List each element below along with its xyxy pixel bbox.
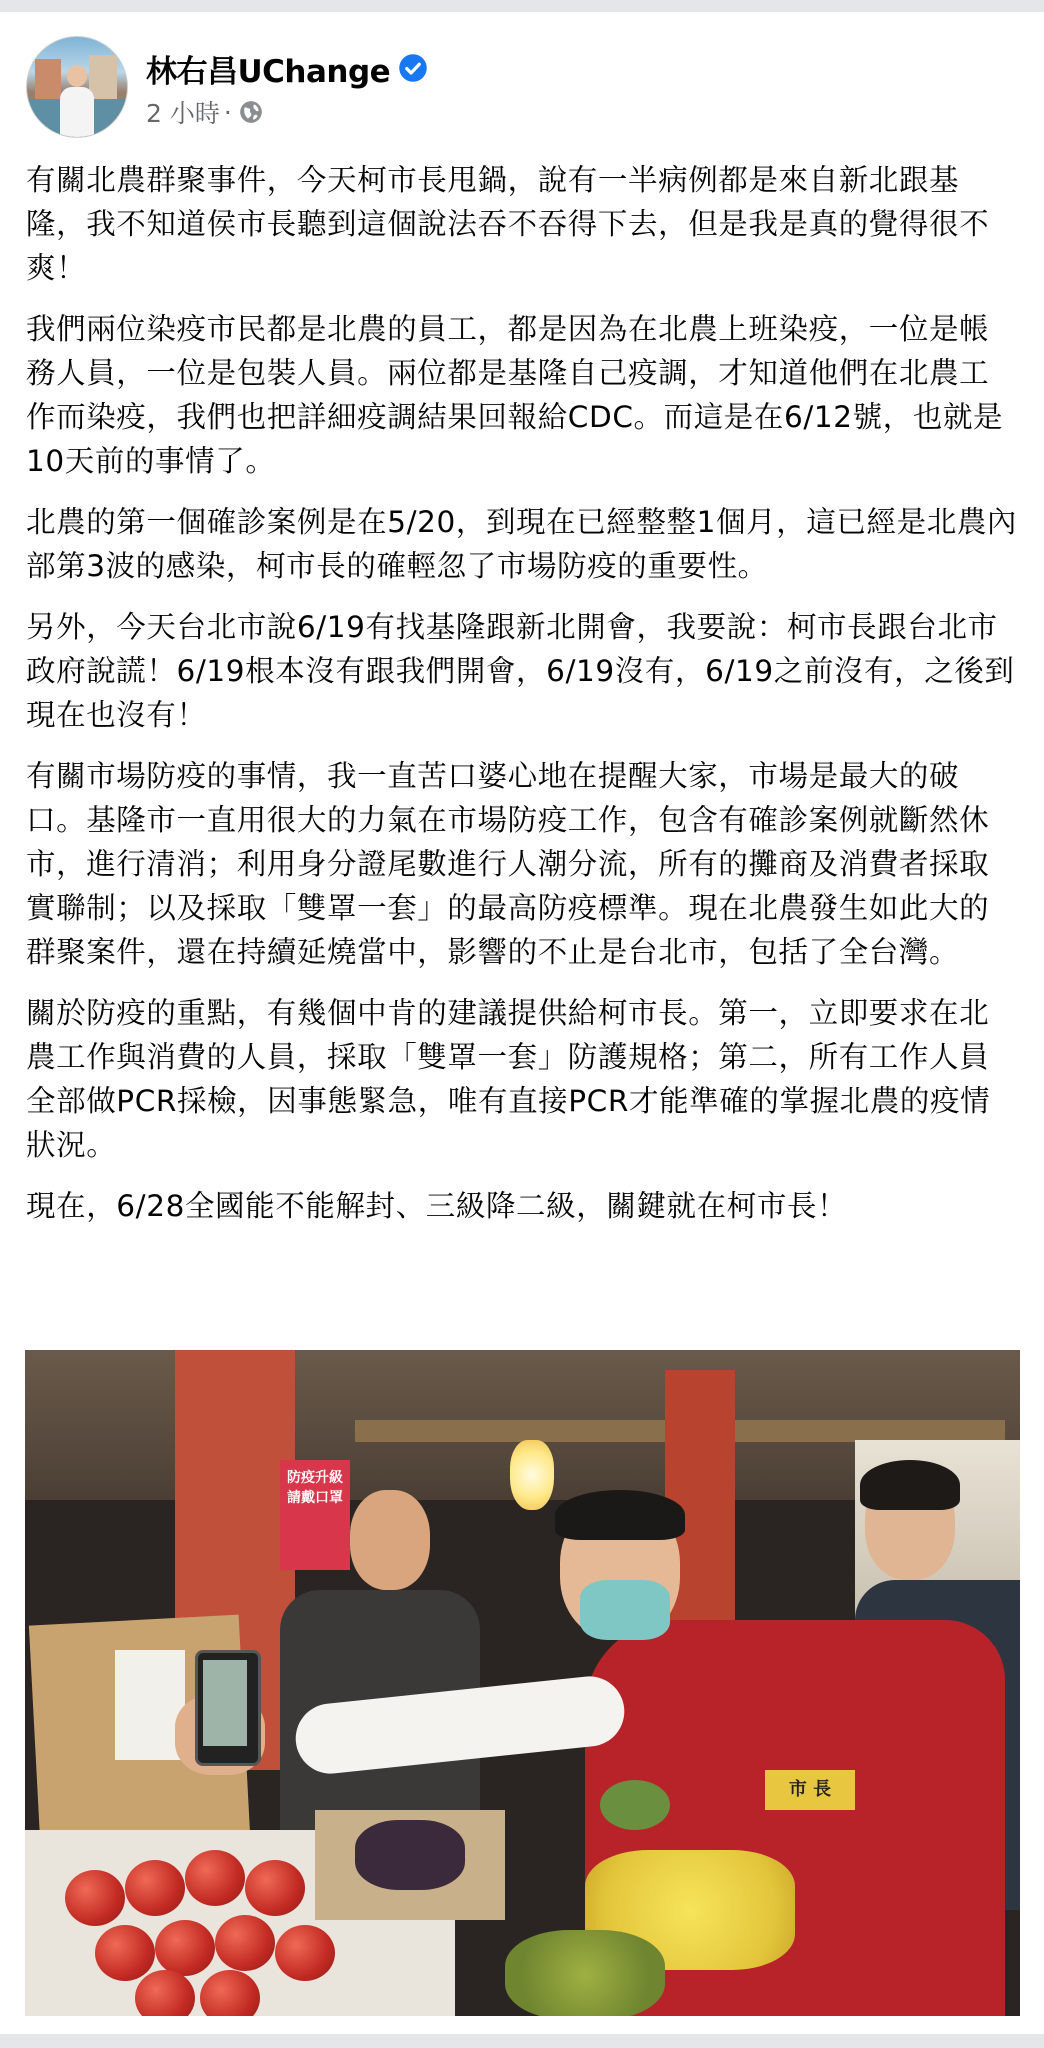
bottom-divider [0, 2034, 1044, 2048]
post-body [26, 158, 1018, 1245]
lightbulb [510, 1440, 554, 1510]
post-paragraph: 我們兩位染疫市民都是北農的員工，都是因為在北農上班染疫，一位是帳務人員，一位是包裝人員。兩位都是基隆自己疫調，才知道他們在北農工作而染疫，我們也把詳細疫調結果回報給CDC。而這是在6/12號，也就是10天前的事情了。 [26, 312, 1004, 478]
mayor-badge: 市 長 [765, 1770, 855, 1810]
post-header [26, 36, 1016, 140]
post-paragraph: 有關市場防疫的事情，我一直苦口婆心地在提醒大家，市場是最大的破口。基隆市一直用很大的力氣在市場防疫工作，包含有確診案例就斷然休市，進行清消；利用身分證尾數進行人潮分流，所有的攤商及消費者採取實聯制；以及採取「雙罩一套」的最高防疫標準。現在北農發生如此大的群聚案件，還在持續延燒當中，影響的不止是台北市，包括了全台灣。 [26, 759, 990, 969]
post-paragraph: 關於防疫的重點，有幾個中肯的建議提供給柯市長。第一，立即要求在北農工作與消費的人員，採取「雙罩一套」防護規格；第二，所有工作人員全部做PCR採檢，因事態緊急，唯有直接PCR才能準確的掌握北農的疫情狀況。 [26, 996, 991, 1162]
post-paragraph: 有關北農群聚事件，今天柯市長甩鍋，說有一半病例都是來自新北跟基隆，我不知道侯市長聽到這個說法吞不吞得下去，但是我是真的覺得很不爽！ [26, 163, 990, 285]
post-meta [146, 94, 264, 130]
market-sign: 防疫升級 請戴口罩 [280, 1460, 350, 1570]
post-paragraph: 另外，今天台北市說6/19有找基隆跟新北開會，我要說：柯市長跟台北市政府說謊！6/19根本沒有跟我們開會，6/19沒有，6/19之前沒有，之後到現在也沒有！ [26, 610, 1015, 732]
globe-icon[interactable] [238, 99, 264, 125]
author-name[interactable]: 林右昌UChange [146, 53, 391, 90]
post-photo[interactable] [25, 1350, 1020, 2016]
verified-badge-icon [398, 53, 428, 83]
meta-separator: · [223, 97, 232, 127]
post-paragraph: 現在，6/28全國能不能解封、三級降二級，關鍵就在柯市長！ [26, 1189, 848, 1223]
post-paragraph: 北農的第一個確診案例是在5/20，到現在已經整整1個月，這已經是北農內部第3波的感染，柯市長的確輕忽了市場防疫的重要性。 [26, 505, 1018, 583]
avatar[interactable] [26, 36, 128, 138]
author-row [146, 48, 428, 88]
top-divider [0, 0, 1044, 12]
post-timestamp[interactable]: 2 小時 [146, 99, 220, 128]
